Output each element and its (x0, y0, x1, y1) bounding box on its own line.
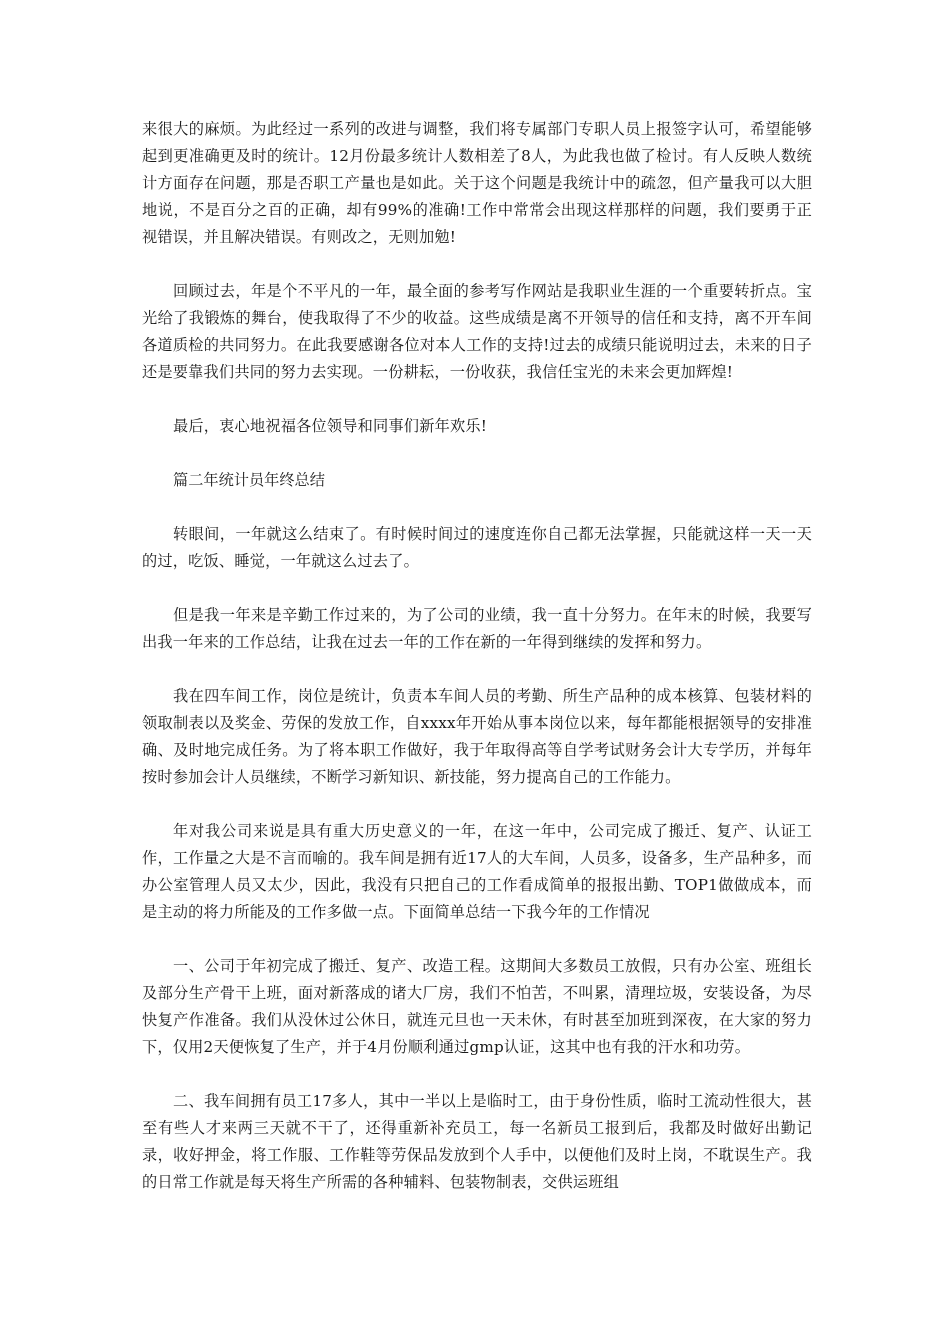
paragraph-spacer (142, 575, 812, 602)
paragraph-spacer (142, 494, 812, 521)
paragraph-spacer (142, 791, 812, 818)
paragraph-item-one: 一、公司于年初完成了搬迁、复产、改造工程。这期间大多数员工放假，只有办公室、班组长及部分生产骨干上班，面对新落成的诸大厂房，我们不怕苦，不叫累，清理垃圾，安装设备，为尽快复产作准备。我们从没休过公休日，就连元旦也一天未休，有时甚至加班到深夜，在大家的努力下，仅用2天便恢复了生产，并于4月份顺利通过gmp认证，这其中也有我的汗水和功劳。 (142, 957, 812, 1056)
paragraph-spacer (142, 1061, 812, 1088)
paragraph-spacer (142, 926, 812, 953)
paragraph-closing-wish: 最后，衷心地祝福各位领导和同事们新年欢乐! (173, 417, 488, 435)
paragraph-review: 回顾过去，年是个不平凡的一年，最全面的参考写作网站是我职业生涯的一个重要转折点。宝光给了我锻炼的舞台，使我取得了不少的收益。这些成绩是离不开领导的信任和支持，离不开车间各道质检的共同努力。在此我要感谢各位对本人工作的支持!过去的成绩只能说明过去，未来的日子还是要靠我们共同的努力去实现。一份耕耘，一份收获，我信任宝光的未来会更加辉煌! (142, 282, 812, 381)
paragraph-spacer (142, 656, 812, 683)
paragraph-continued: 来很大的麻烦。为此经过一系列的改进与调整，我们将专属部门专职人员上报签字认可，希望能够起到更准确更及时的统计。12月份最多统计人数相差了8人，为此我也做了检讨。有人反映人数统计方面存在问题，那是否职工产量也是如此。关于这个问题是我统计中的疏忽，但产量我可以大胆地说，不是百分之百的正确，却有99%的准确!工作中常常会出现这样那样的问题，我们要勇于正视错误，并且解决错误。有则改之，无则加勉! (142, 120, 812, 246)
paragraph-effort: 但是我一年来是辛勤工作过来的，为了公司的业绩，我一直十分努力。在年末的时候，我要写出我一年来的工作总结，让我在过去一年的工作在新的一年得到继续的发挥和努力。 (142, 606, 812, 651)
paragraph-spacer (142, 251, 812, 278)
paragraph-spacer (142, 440, 812, 467)
paragraph-year-overview: 年对我公司来说是具有重大历史意义的一年，在这一年中，公司完成了搬迁、复产、认证工作，工作量之大是不言而喻的。我车间是拥有近17人的大车间，人员多，设备多，生产品种多，而办公室管理人员又太少，因此，我没有只把自己的工作看成简单的报报出勤、TOP1做做成本，而是主动的将力所能及的工作多做一点。下面简单总结一下我今年的工作情况 (142, 822, 812, 921)
paragraph-item-two: 二、我车间拥有员工17多人，其中一半以上是临时工，由于身份性质，临时工流动性很大，甚至有些人才来两三天就不干了，还得重新补充员工，每一名新员工报到后，我都及时做好出勤记录，收好押金，将工作服、工作鞋等劳保品发放到个人手中，以便他们及时上岗，不耽误生产。我的日常工作就是每天将生产所需的各种辅料、包装物制表，交供运班组 (142, 1092, 812, 1191)
paragraph-spacer (142, 386, 812, 413)
document-page (142, 116, 812, 1196)
paragraph-role: 我在四车间工作，岗位是统计，负责本车间人员的考勤、所生产品种的成本核算、包装材料的领取制表以及奖金、劳保的发放工作，自xxxx年开始从事本岗位以来，每年都能根据领导的安排准确、及时地完成任务。为了将本职工作做好，我于年取得高等自学考试财务会计大专学历，并每年按时参加会计人员继续，不断学习新知识、新技能，努力提高自己的工作能力。 (142, 687, 812, 786)
section-heading: 篇二年统计员年终总结 (173, 471, 325, 489)
paragraph-intro: 转眼间，一年就这么结束了。有时候时间过的速度连你自己都无法掌握，只能就这样一天一天的过，吃饭、睡觉，一年就这么过去了。 (142, 525, 812, 570)
